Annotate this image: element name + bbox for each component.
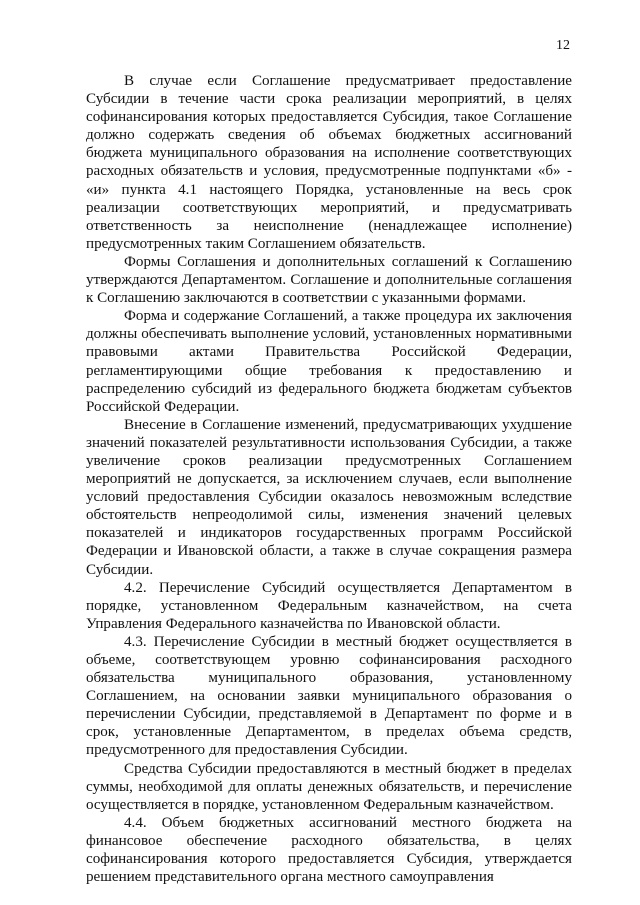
paragraph: Формы Соглашения и дополнительных соглашений к Соглашению утверждаются Департаментом. Соглашение и дополнительные соглашения к Соглашению заключаются в соответствии с указанными формами. [86,253,572,307]
document-body [86,72,572,886]
page-number: 12 [556,38,570,53]
paragraph: В случае если Соглашение предусматривает предоставление Субсидии в течение части срока реализации мероприятий, в целях софинансирования которых предоставляется Субсидия, такое Соглашение должно содержать сведения об объемах бюджетных ассигнований бюджета муниципального образования на исполнение соответствующих расходных обязательств и условия, предусмотренные подпунктами «б» - «и» пункта 4.1 настоящего Порядка, установленные на весь срок реализации соответствующих мероприятий, и предусматривать ответственность за неисполнение (ненадлежащее исполнение) предусмотренных таким Соглашением обязательств. [86,73,572,252]
paragraph: 4.4. Объем бюджетных ассигнований местного бюджета на финансовое обеспечение расходного обязательства, в целях софинансирования которого предоставляется Субсидия, утверждается решением представительного органа местного самоуправления [86,814,572,886]
paragraph: Форма и содержание Соглашений, а также процедура их заключения должны обеспечивать выполнение условий, установленных нормативными правовыми актами Правительства Российской Федерации, регламентирующими общие требования к предоставлению и распределению субсидий из федерального бюджета бюджетам субъектов Российской Федерации. [86,308,572,415]
paragraph: Внесение в Соглашение изменений, предусматривающих ухудшение значений показателей результативности использования Субсидии, а также увеличение сроков реализации предусмотренных Соглашением мероприятий не допускается, за исключением случаев, если выполнение условий предоставления Субсидии оказалось невозможным вследствие обстоятельств непреодолимой силы, изменения значений целевых показателей и индикаторов государственных программ Российской Федерации и Ивановской области, а также в случае сокращения размера Субсидии. [86,416,572,578]
paragraph: 4.2. Перечисление Субсидий осуществляется Департаментом в порядке, установленном Федеральным казначейством, на счета Управления Федерального казначейства по Ивановской области. [86,579,572,632]
paragraph: 4.3. Перечисление Субсидии в местный бюджет осуществляется в объеме, соответствующем уровню софинансирования расходного обязательства муниципального образования, установленному Соглашением, на основании заявки муниципального образования о перечислении Субсидии, представляемой в Департамент по форме и в срок, установленные Департаментом, в пределах объема средств, предусмотренного для предоставления Субсидии. [86,633,572,759]
paragraph: Средства Субсидии предоставляются в местный бюджет в пределах суммы, необходимой для оплаты денежных обязательств, и перечисление осуществляется в порядке, установленном Федеральным казначейством. [86,760,572,813]
